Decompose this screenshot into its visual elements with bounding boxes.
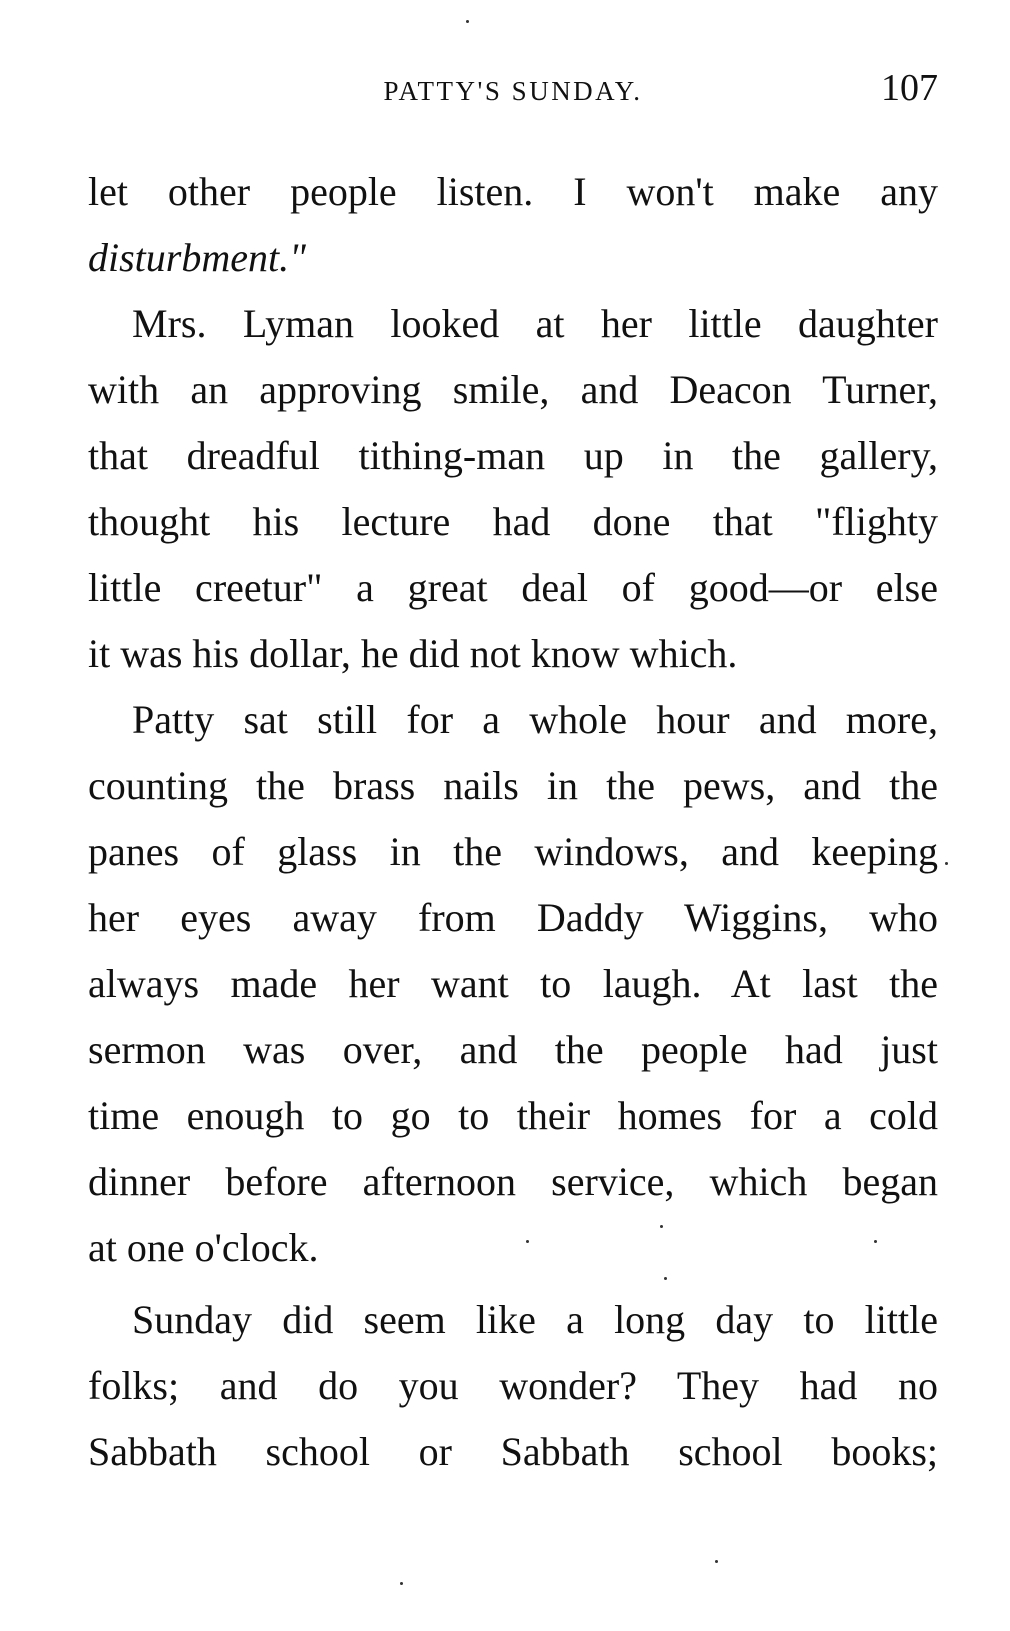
print-speck <box>664 1277 667 1280</box>
print-speck <box>715 1560 718 1563</box>
text-line: let other people listen. I won't make any <box>88 169 938 214</box>
print-speck <box>874 1240 877 1243</box>
print-speck <box>466 20 469 23</box>
print-speck <box>526 1240 529 1243</box>
paragraph-first-line: Sunday did seem like a long day to little <box>132 1297 938 1342</box>
paragraph-first-line: Patty sat still for a whole hour and more, <box>132 697 938 742</box>
text-line: that dreadful tithing-man up in the gallery, <box>88 433 938 478</box>
text-line: panes of glass in the windows, and keeping <box>88 829 938 874</box>
text-line: sermon was over, and the people had just <box>88 1027 938 1072</box>
running-title: PATTY'S SUNDAY. <box>383 76 643 106</box>
print-speck <box>660 1225 663 1228</box>
text-line: it was his dollar, he did not know which. <box>88 631 738 676</box>
print-speck <box>400 1582 403 1585</box>
print-speck <box>945 862 948 865</box>
text-line: with an approving smile, and Deacon Turner, <box>88 367 938 412</box>
text-line: folks; and do you wonder? They had no <box>88 1363 938 1408</box>
text-line: at one o'clock. <box>88 1225 319 1270</box>
running-head <box>88 66 938 116</box>
text-line: dinner before afternoon service, which began <box>88 1159 938 1204</box>
text-line: counting the brass nails in the pews, and the <box>88 763 938 808</box>
text-line: thought his lecture had done that "flighty <box>88 499 938 544</box>
text-line: her eyes away from Daddy Wiggins, who <box>88 895 938 940</box>
paragraph-first-line: Mrs. Lyman looked at her little daughter <box>132 301 938 346</box>
text-line: little creetur" a great deal of good—or else <box>88 565 938 610</box>
page-number: 107 <box>881 67 938 109</box>
text-line: always made her want to laugh. At last the <box>88 961 938 1006</box>
text-line: Sabbath school or Sabbath school books; <box>88 1429 938 1474</box>
text-line: time enough to go to their homes for a cold <box>88 1093 938 1138</box>
text-line: disturbment." <box>88 235 306 280</box>
